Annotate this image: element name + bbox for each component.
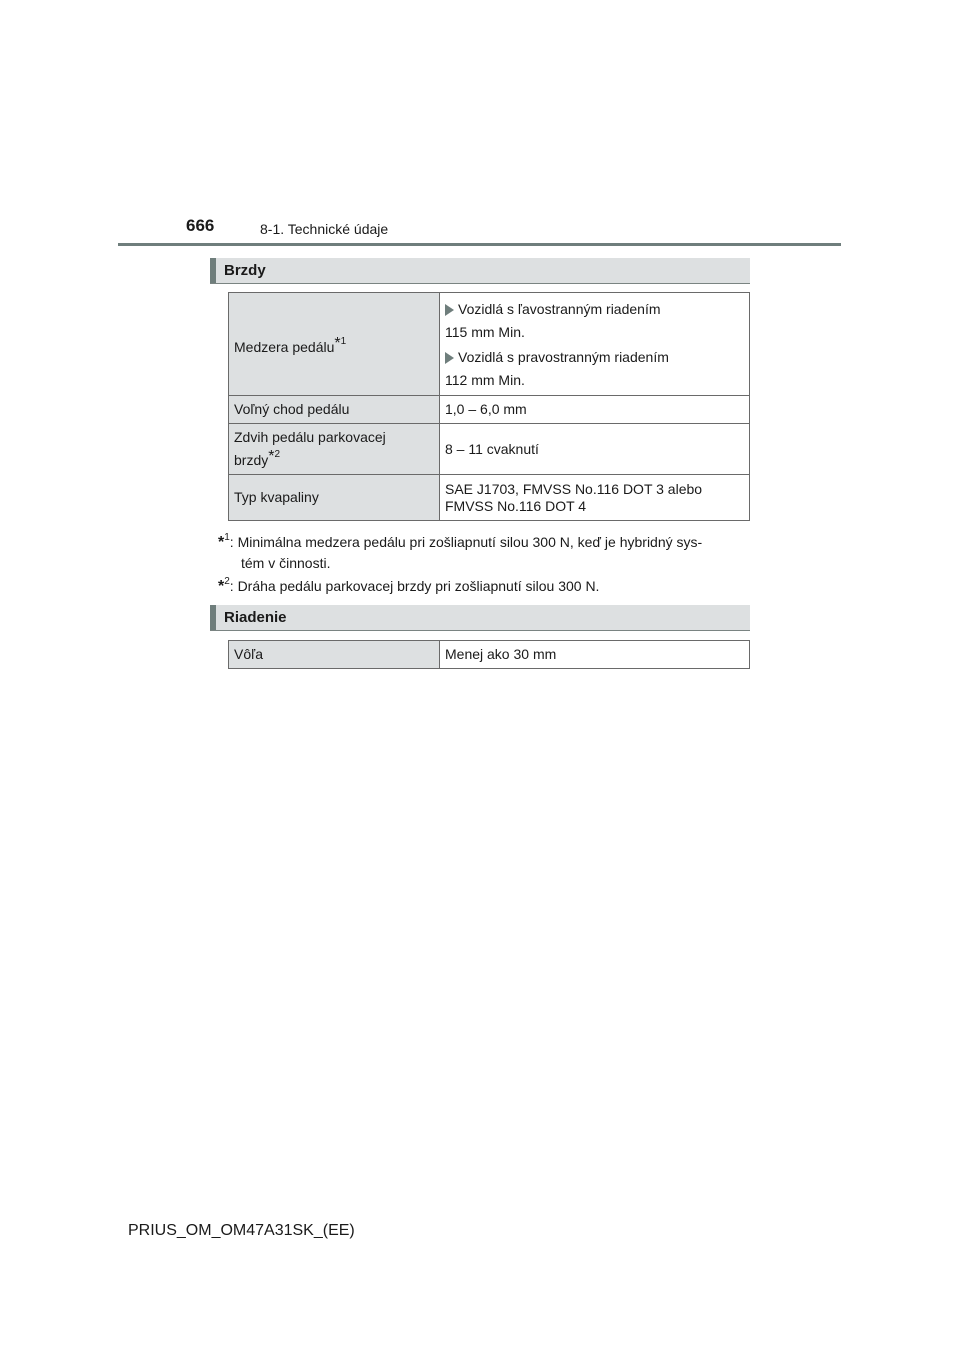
footnote-number: 2 [224,576,230,587]
option-name: Vozidlá s pravostranným riadením [458,349,669,365]
table-cell-label [229,475,440,521]
footnote-number: 1 [224,532,230,543]
footnote-marker: * [334,334,341,352]
triangle-bullet-icon [445,352,454,364]
footnote-1 [218,528,750,573]
page-number: 666 [186,216,215,235]
table-row [229,641,750,669]
footnote-text: tém v činnosti. [241,555,331,571]
option-name: Vozidlá s ľavostranným riadením [458,301,661,317]
option-value: 115 mm Min. [445,324,525,340]
row-label: Typ kvapaliny [234,489,319,505]
table-cell-label [229,424,440,475]
option-item [445,301,744,318]
option-value: 112 mm Min. [445,372,525,388]
table-cell-value [440,641,750,669]
footnote-text: : Dráha pedálu parkovacej brzdy pri zošliapnutí silou 300 N. [229,578,600,594]
row-value: FMVSS No.116 DOT 4 [445,497,587,514]
row-label: brzdy [234,452,269,468]
footnote-number: 1 [340,335,347,347]
row-label: Medzera pedálu [234,338,335,355]
table-row [229,396,750,424]
footnote-marker: * [218,534,225,551]
table-cell-label [229,641,440,669]
option-item [445,349,744,366]
table-row [229,424,750,475]
table-row [229,475,750,521]
triangle-bullet-icon [445,304,454,316]
footnote-marker: * [218,578,225,595]
table-cell-value [440,293,750,396]
section-title-brakes: Brzdy [224,262,266,279]
heading-accent-bar [210,605,216,630]
row-value: SAE J1703, FMVSS No.116 DOT 3 alebo [445,480,703,497]
table-cell-value [440,475,750,521]
section-heading-steering [210,605,750,631]
footnote-number: 2 [274,449,281,460]
row-value: 1,0 – 6,0 mm [445,401,527,417]
table-row [229,293,750,396]
steering-table [228,640,750,669]
row-value: 8 – 11 cvaknutí [445,440,539,457]
row-label: Voľný chod pedálu [234,401,350,417]
table-cell-label [229,396,440,424]
document-id: PRIUS_OM_OM47A31SK_(EE) [128,1222,355,1239]
footnote-2 [218,572,750,597]
row-value: Menej ako 30 mm [445,646,557,662]
row-label: Vôľa [234,646,263,662]
heading-accent-bar [210,258,216,283]
section-heading-brakes [210,258,750,284]
footnote-text: : Minimálna medzera pedálu pri zošliapnutí silou 300 N, keď je hybridný sys- [229,534,703,550]
header-rule [118,243,841,246]
table-cell-value [440,396,750,424]
footnote-marker: * [268,448,275,465]
table-cell-value [440,424,750,475]
table-cell-label [229,293,440,396]
brakes-table [228,292,750,521]
section-reference: 8-1. Technické údaje [260,221,389,237]
section-title-steering: Riadenie [224,609,287,626]
row-label: Zdvih pedálu parkovacej [234,429,386,445]
